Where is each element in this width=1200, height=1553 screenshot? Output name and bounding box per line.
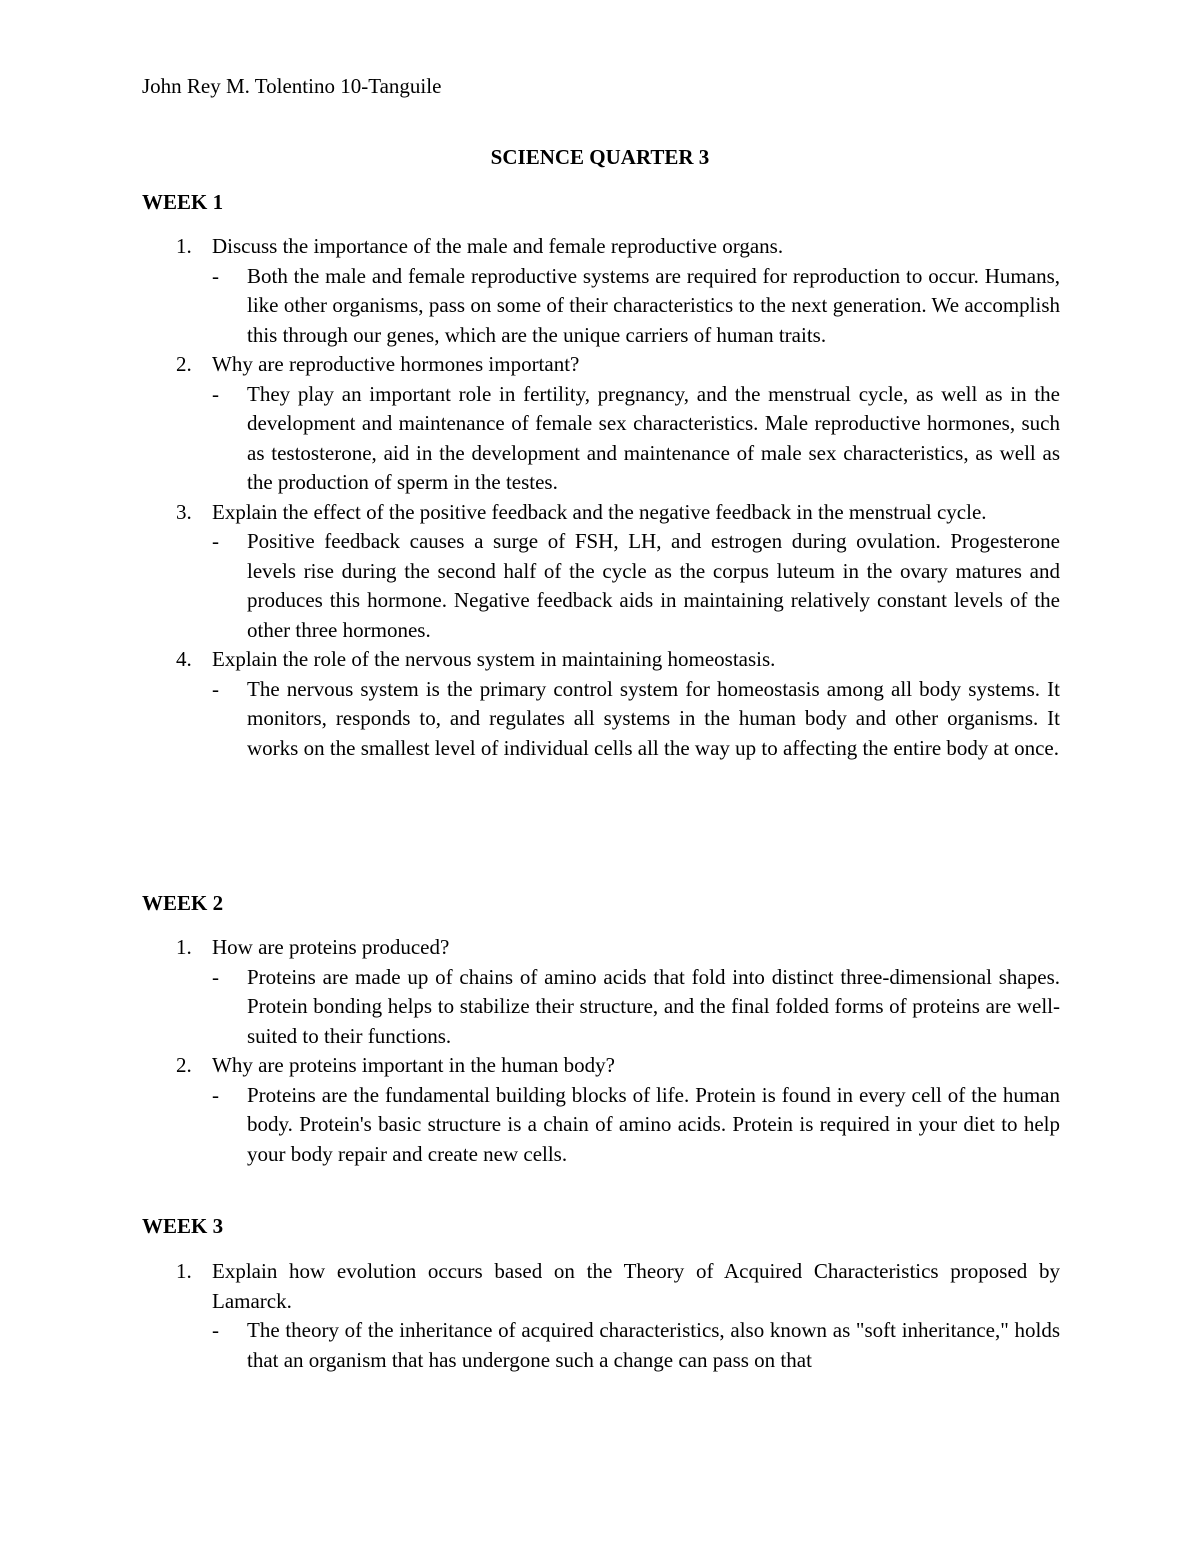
answer-block bbox=[212, 1316, 1060, 1375]
answer-text: Proteins are made up of chains of amino acids that fold into distinct three-dimensional shapes. Protein bonding helps to stabilize their structure, and the final folded forms of proteins are well-suited to their functions. bbox=[247, 964, 1060, 1048]
bullet-dash: - bbox=[212, 263, 219, 288]
question-item bbox=[142, 645, 1060, 763]
question-number: 2. bbox=[176, 352, 192, 376]
bullet-dash: - bbox=[212, 529, 219, 553]
bullet-dash: - bbox=[212, 1082, 219, 1107]
answer-block bbox=[212, 380, 1060, 498]
answer-block bbox=[212, 675, 1060, 764]
bullet-dash: - bbox=[212, 964, 219, 989]
question-item bbox=[142, 498, 1060, 646]
answer-block bbox=[212, 1081, 1060, 1170]
question-number: 1. bbox=[176, 1259, 192, 1283]
question-item bbox=[142, 933, 1060, 1051]
question-text: Explain the effect of the positive feedback and the negative feedback in the menstrual cycle. bbox=[212, 499, 987, 524]
document-title: SCIENCE QUARTER 3 bbox=[490, 145, 710, 169]
week-1-heading: WEEK 1 bbox=[142, 190, 224, 214]
answer-text: Positive feedback causes a surge of FSH, LH, and estrogen during ovulation. Progesterone levels rise during the second half of the cycle as the corpus luteum in the ovary matures and produces this hormone. Negative feedback aids in maintaining relatively constant levels of the other three hormones. bbox=[247, 529, 1060, 642]
answer-text: Proteins are the fundamental building blocks of life. Protein is found in every cell of the human body. Protein's basic structure is a chain of amino acids. Protein is required in your diet to help your body repair and create new cells. bbox=[247, 1082, 1060, 1166]
week-1-question-list bbox=[142, 232, 1060, 763]
question-number: 3. bbox=[176, 499, 192, 524]
question-text: How are proteins produced? bbox=[212, 935, 450, 959]
bullet-dash: - bbox=[212, 676, 219, 701]
answer-block bbox=[212, 527, 1060, 645]
answer-text: The nervous system is the primary control system for homeostasis among all body systems. It monitors, responds to, and regulates all systems in the human body and other organisms. It works on the smallest level of individual cells all the way up to affecting the entire body at once. bbox=[247, 676, 1060, 760]
question-number: 1. bbox=[176, 234, 192, 258]
answer-text: Both the male and female reproductive systems are required for reproduction to occur. Humans, like other organisms, pass on some of their characteristics to the next generation. We accomplish this through our genes, which are the unique carriers of human traits. bbox=[247, 263, 1060, 347]
question-text: Why are reproductive hormones important? bbox=[212, 352, 580, 376]
answer-block bbox=[212, 963, 1060, 1052]
author-line: John Rey M. Tolentino 10-Tanguile bbox=[142, 74, 442, 98]
bullet-dash: - bbox=[212, 381, 219, 406]
question-number: 1. bbox=[176, 935, 192, 959]
week-2-heading: WEEK 2 bbox=[142, 891, 224, 915]
bullet-dash: - bbox=[212, 1318, 219, 1342]
question-number: 2. bbox=[176, 1053, 192, 1077]
question-item bbox=[142, 232, 1060, 350]
week-2-question-list bbox=[142, 933, 1060, 1169]
question-text: Discuss the importance of the male and female reproductive organs. bbox=[212, 234, 784, 258]
question-number: 4. bbox=[176, 647, 192, 671]
question-item bbox=[142, 1257, 1060, 1375]
week-3-heading: WEEK 3 bbox=[142, 1214, 224, 1238]
answer-text: They play an important role in fertility, pregnancy, and the menstrual cycle, as well as in the development and maintenance of female sex characteristics. Male reproductive hormones, such as testosterone, aid in the development and maintenance of male sex characteristics, as well as the production of sperm in the testes. bbox=[247, 381, 1060, 494]
answer-text: The theory of the inheritance of acquired characteristics, also known as "soft inheritance," holds that an organism that has undergone such a change can pass on that bbox=[247, 1318, 1060, 1372]
question-text: Explain the role of the nervous system in maintaining homeostasis. bbox=[212, 647, 776, 671]
question-item bbox=[142, 1051, 1060, 1169]
question-text: Explain how evolution occurs based on the Theory of Acquired Characteristics proposed by Lamarck. bbox=[212, 1259, 1060, 1313]
question-text: Why are proteins important in the human body? bbox=[212, 1053, 615, 1077]
answer-block bbox=[212, 262, 1060, 351]
question-item bbox=[142, 350, 1060, 498]
week-3-question-list bbox=[142, 1257, 1060, 1375]
